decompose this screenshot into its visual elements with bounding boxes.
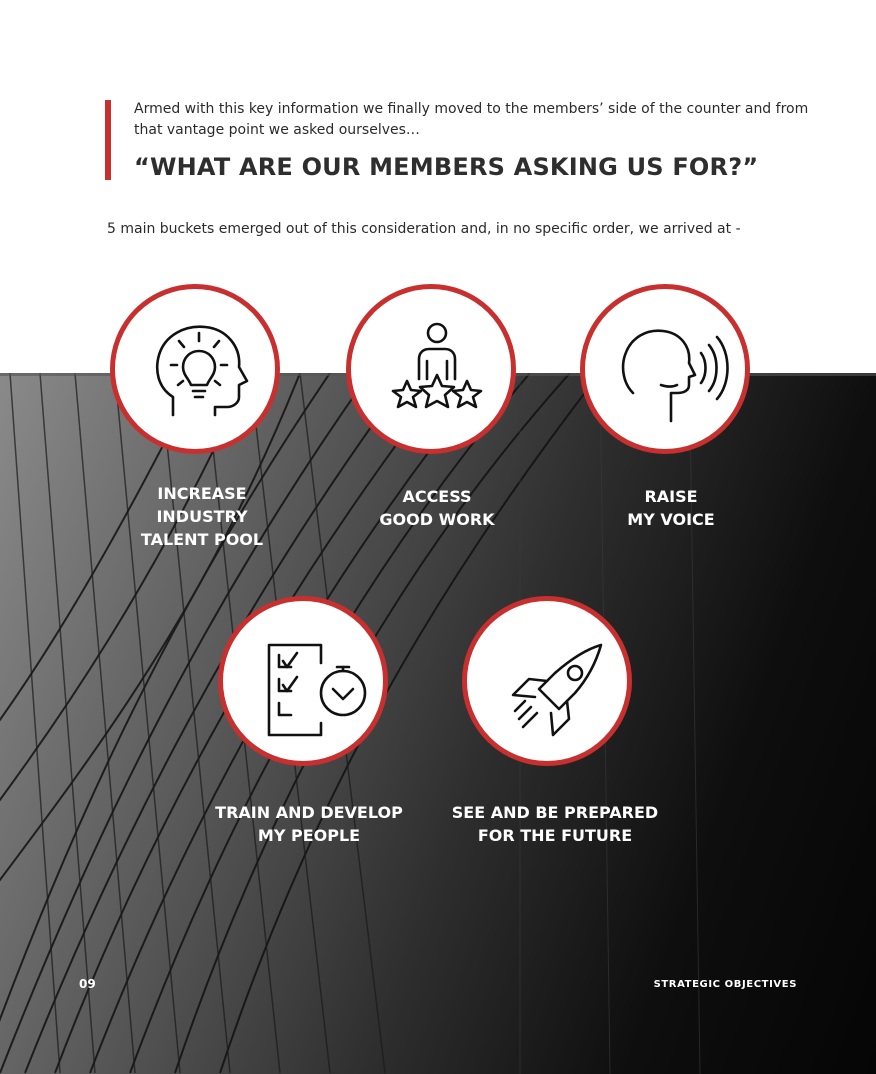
intro-block <box>105 100 809 181</box>
bucket-label-line: TALENT POOL <box>140 530 264 549</box>
bucket-label-work <box>352 485 522 531</box>
bucket-circle-talent <box>110 284 280 454</box>
person-stars-icon <box>351 289 511 449</box>
accent-bar <box>105 100 111 180</box>
bucket-circle-future <box>462 596 632 766</box>
head-lightbulb-icon <box>115 289 275 449</box>
checklist-clock-icon <box>223 601 383 761</box>
bucket-label-line: INDUSTRY <box>156 507 248 526</box>
building-lines-pattern <box>0 373 876 1074</box>
bucket-label-line: SEE AND BE PREPARED <box>451 803 659 822</box>
bucket-circle-voice <box>580 284 750 454</box>
bucket-label-talent <box>117 482 287 551</box>
bucket-label-line: GOOD WORK <box>379 510 495 529</box>
bucket-label-line: FOR THE FUTURE <box>477 826 633 845</box>
background-photo <box>0 373 876 1074</box>
bucket-label-line: MY VOICE <box>627 510 715 529</box>
bucket-label-line: TRAIN AND DEVELOP <box>215 803 403 822</box>
intro-heading: “WHAT ARE OUR MEMBERS ASKING US FOR?” <box>134 153 759 181</box>
bucket-circle-train <box>218 596 388 766</box>
page-number: 09 <box>79 977 96 991</box>
bucket-label-voice <box>586 485 756 531</box>
speaking-head-icon <box>585 289 745 449</box>
intro-text: Armed with this key information we finally moved to the members’ side of the counter and from that vantage point we asked ourselves… <box>134 101 809 138</box>
bucket-circle-work <box>346 284 516 454</box>
bucket-label-train <box>208 801 410 847</box>
rocket-icon <box>467 601 627 761</box>
bucket-label-line: INCREASE <box>157 484 247 503</box>
bucket-label-line: MY PEOPLE <box>257 826 361 845</box>
bucket-label-future <box>442 801 668 847</box>
bucket-label-line: RAISE <box>644 487 698 506</box>
bucket-label-line: ACCESS <box>402 487 472 506</box>
section-title: STRATEGIC OBJECTIVES <box>653 979 797 990</box>
lead-text: 5 main buckets emerged out of this consideration and, in no specific order, we arrived at - <box>107 221 741 237</box>
